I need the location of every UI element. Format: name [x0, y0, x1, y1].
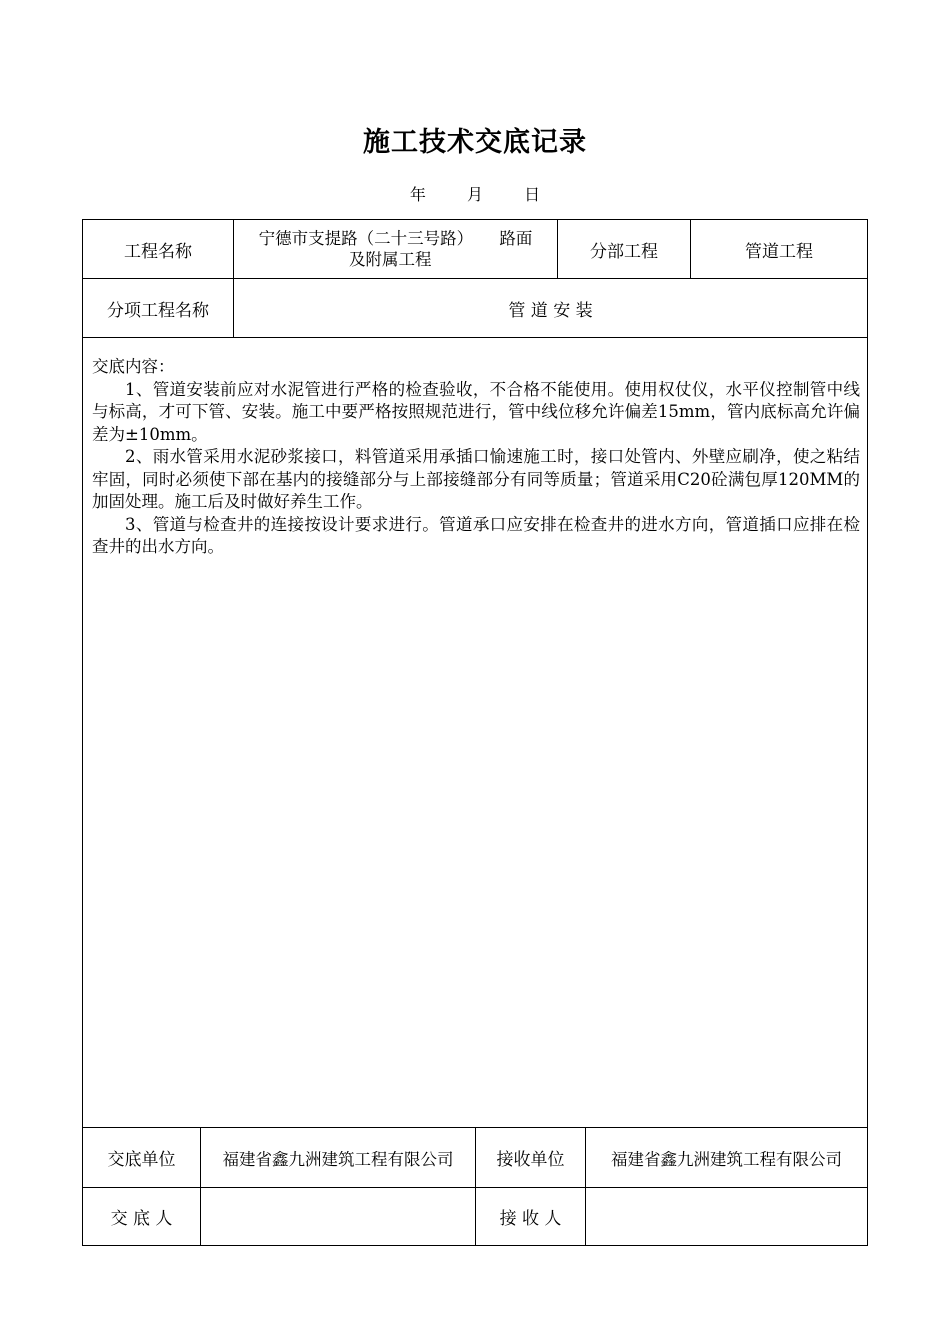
date-day: 日 — [524, 185, 541, 204]
division-value: 管道工程 — [745, 241, 813, 262]
subitem-label: 分项工程名称 — [107, 300, 209, 321]
row-divider — [83, 337, 867, 338]
issuer-unit-label: 交底单位 — [107, 1150, 176, 1170]
project-name-label: 工程名称 — [124, 241, 192, 262]
date-line — [0, 182, 950, 205]
project-name-line2: 及附属工程 — [349, 250, 432, 269]
receiver-person-value — [586, 1188, 867, 1245]
content-paragraph-3: 3、管道与检查井的连接按设计要求进行。管道承口应安排在检查井的进水方向，管道插口应排在检查井的出水方向。 — [92, 514, 860, 556]
record-table — [82, 219, 868, 1246]
page-title: 施工技术交底记录 — [363, 127, 587, 158]
content-paragraph-1: 1、管道安装前应对水泥管进行严格的检查验收，不合格不能使用。使用权仗仪，水平仪控制管中线与标高，才可下管、安装。施工中要严格按照规范进行，管中线位移允许偏差15mm，管内底标高允许偏差为±10mm。 — [92, 379, 860, 444]
content-heading: 交底内容： — [92, 357, 175, 376]
subitem-value: 管 道 安 装 — [508, 300, 593, 321]
date-year: 年 — [409, 185, 426, 204]
briefing-content — [92, 356, 860, 559]
date-month: 月 — [466, 185, 483, 204]
receiver-unit-label: 接收单位 — [496, 1150, 565, 1170]
project-name-line1: 宁德市支提路（二十三号路） 路面 — [258, 229, 533, 248]
division-label: 分部工程 — [590, 241, 658, 262]
issuer-person-label: 交 底 人 — [110, 1209, 173, 1229]
project-name-value — [234, 220, 557, 278]
issuer-unit-value: 福建省鑫九洲建筑工程有限公司 — [222, 1149, 454, 1169]
receiver-unit-value: 福建省鑫九洲建筑工程有限公司 — [611, 1149, 842, 1169]
content-paragraph-2: 2、雨水管采用水泥砂浆接口，料管道采用承插口愉速施工时，接口处管内、外壁应刷净，使之粘结牢固，同时必须使下部在基内的接缝部分与上部接缝部分有同等质量；管道采用C20砼满包厚120MM的加固处理。施工后及时做好养生工作。 — [92, 447, 860, 511]
receiver-person-label: 接 收 人 — [499, 1209, 562, 1229]
issuer-person-value — [201, 1188, 475, 1245]
